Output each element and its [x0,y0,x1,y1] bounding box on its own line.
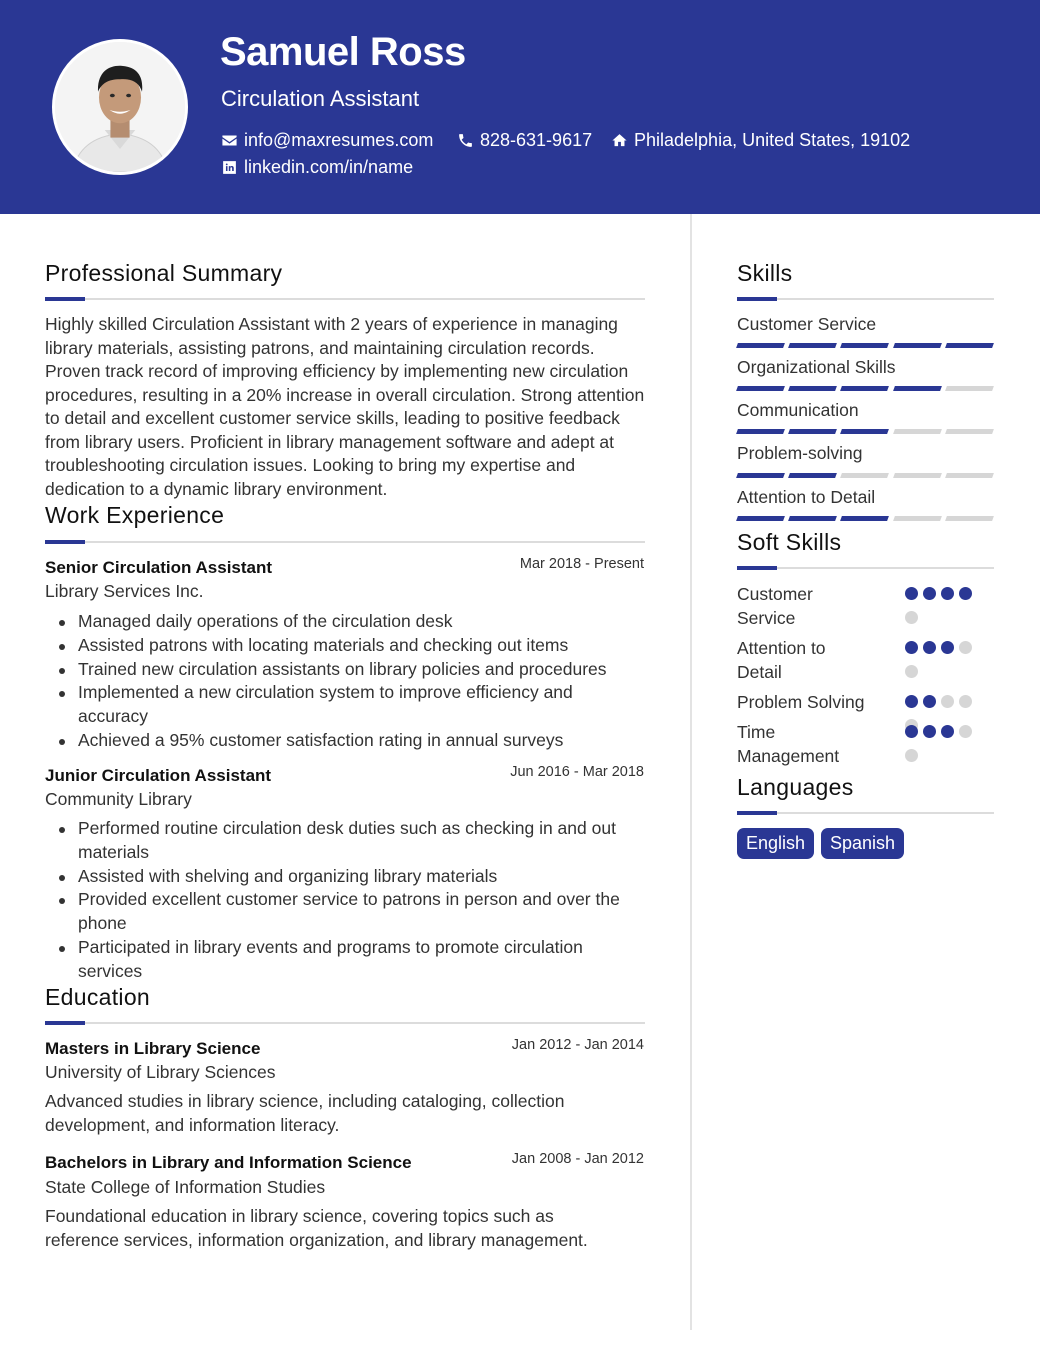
job-duty-item: Participated in library events and programs to promote circulation services [45,936,645,984]
skill-level-segment [736,429,785,434]
skill-level-segment [788,386,837,391]
language-pill: Spanish [821,828,904,859]
rating-dot [905,587,918,600]
job-duties-list [45,817,645,984]
skill-level-segment [788,343,837,348]
soft-skill-name: Time Management [737,722,840,766]
job-duty-item: Performed routine circulation desk duties such as checking in and out materials [45,817,645,865]
rating-dot [905,749,918,762]
envelope-icon [221,132,238,149]
rating-dot [905,725,918,738]
education-heading: Education [45,984,150,1010]
degree-title: Bachelors in Library and Information Science [45,1153,412,1172]
skill-level-bar [737,473,993,478]
home-icon [611,132,628,149]
skill-level-bar [737,429,993,434]
skill-level-segment [788,473,837,478]
rating-dot [941,587,954,600]
languages-rule [737,812,994,814]
skill-level-segment [788,429,837,434]
rating-dot [959,725,972,738]
skill-level-segment [945,516,994,521]
rating-dot [923,587,936,600]
rating-dot [959,587,972,600]
skill-level-segment [945,343,994,348]
job-duty-item: Assisted patrons with locating materials and checking out items [45,634,645,658]
degree-title: Masters in Library Science [45,1039,261,1058]
contact-phone[interactable] [457,130,592,151]
skill-level-segment [893,343,942,348]
phone-text[interactable]: 828-631-9617 [480,130,593,150]
skill-level-segment [945,429,994,434]
skill-name: Problem-solving [737,443,863,463]
contact-email[interactable] [221,130,433,151]
summary-heading: Professional Summary [45,260,283,286]
skills-heading: Skills [737,260,793,286]
job-organization: Library Services Inc. [45,581,204,601]
skill-level-segment [736,386,785,391]
job-duties-list [45,610,645,753]
job-organization: Community Library [45,789,192,809]
resume-header [0,0,1040,214]
skill-level-segment [945,386,994,391]
skill-level-segment [736,516,785,521]
rating-dot [905,641,918,654]
skill-level-segment [736,473,785,478]
education-rule [45,1022,645,1024]
rating-dot [923,641,936,654]
skill-level-bar [737,516,993,521]
experience-rule [45,541,645,543]
soft-skill-name: Problem Solving [737,692,865,712]
soft-skill-rating [905,725,985,762]
linkedin-icon [221,159,238,176]
job-duty-item: Achieved a 95% customer satisfaction rating in annual surveys [45,729,645,753]
skill-level-segment [736,343,785,348]
skill-level-segment [840,429,889,434]
skill-level-segment [893,516,942,521]
school-name: State College of Information Studies [45,1177,326,1197]
candidate-role: Circulation Assistant [221,86,420,111]
skill-level-segment [840,386,889,391]
linkedin-text[interactable]: linkedin.com/in/name [244,157,414,177]
rating-dot [959,695,972,708]
job-title: Junior Circulation Assistant [45,766,272,785]
rating-dot [905,665,918,678]
rating-dot [923,695,936,708]
job-duty-item: Managed daily operations of the circulation desk [45,610,645,634]
summary-rule [45,298,645,300]
job-date: Mar 2018 - Present [519,556,644,572]
summary-text: Highly skilled Circulation Assistant with 2 years of experience in managing library materials, assisting patrons, and maintaining circulation records. Proven track record of improving efficiency by implementing new circulation procedures, resulting in a 20% increase in overall circulation. Strong attention to detail and excellent customer service skills, leading to positive feedback from library users. Proficient in library management software and adept at troubleshooting circulation issues. Looking to bring my expertise and dedication to a dynamic library environment. [45,314,645,499]
experience-heading: Work Experience [45,502,225,528]
contact-location [611,130,910,151]
rating-dot [941,641,954,654]
email-text[interactable]: info@maxresumes.com [244,130,434,150]
rating-dot [905,695,918,708]
job-duty-item: Trained new circulation assistants on library policies and procedures [45,658,645,682]
soft-skills-heading: Soft Skills [737,529,842,555]
candidate-name: Samuel Ross [220,30,466,74]
skill-level-segment [840,516,889,521]
skill-name: Customer Service [737,314,877,334]
job-date: Jun 2016 - Mar 2018 [510,764,644,780]
degree-date: Jan 2008 - Jan 2012 [511,1151,644,1167]
job-duty-item: Implemented a new circulation system to improve efficiency and accuracy [45,681,645,729]
column-divider [690,214,692,1330]
job-duty-item: Assisted with shelving and organizing library materials [45,865,645,889]
skill-level-segment [893,473,942,478]
rating-dot [941,725,954,738]
rating-dot [941,695,954,708]
degree-date: Jan 2012 - Jan 2014 [511,1037,644,1053]
soft-skill-rating [905,641,985,678]
job-title: Senior Circulation Assistant [45,558,273,577]
rating-dot [959,641,972,654]
profile-photo [52,39,188,175]
soft-skills-rule [737,567,994,569]
skill-name: Organizational Skills [737,357,896,377]
job-duty-item: Provided excellent customer service to patrons in person and over the phone [45,888,645,936]
skill-level-bar [737,343,993,348]
skill-level-segment [945,473,994,478]
languages-heading: Languages [737,774,854,800]
rating-dot [905,611,918,624]
skill-name: Attention to Detail [737,487,876,507]
degree-description: Foundational education in library science, covering topics such as reference services, information organization, and library management. [45,1206,588,1250]
skill-level-segment [840,343,889,348]
skill-name: Communication [737,400,859,420]
soft-skill-rating [905,587,985,624]
language-pill: English [737,828,814,859]
skill-level-segment [840,473,889,478]
soft-skill-name: Customer Service [737,584,813,628]
location-text: Philadelphia, United States, 19102 [634,130,911,150]
school-name: University of Library Sciences [45,1062,276,1082]
skill-level-segment [788,516,837,521]
contact-linkedin[interactable] [221,157,413,178]
degree-description: Advanced studies in library science, including cataloging, collection development, and information literacy. [45,1091,565,1135]
skill-level-bar [737,386,993,391]
skill-level-segment [893,386,942,391]
soft-skill-name: Attention to Detail [737,638,826,682]
person-portrait-icon [55,42,185,172]
skills-rule [737,298,994,300]
phone-icon [457,132,474,149]
skill-level-segment [893,429,942,434]
rating-dot [923,725,936,738]
